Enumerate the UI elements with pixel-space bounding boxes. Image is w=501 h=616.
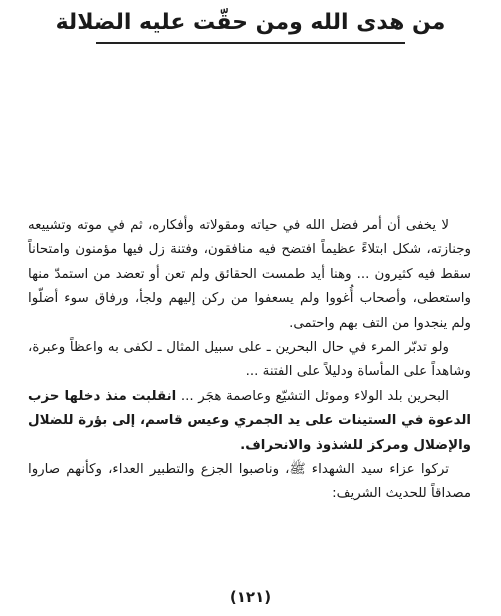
- paragraph-2-text: ولو تدبّر المرء في حال البحرين ـ على سبيل المثال ـ لكفى به واعظاً وعبرة، وشاهداً على المأساة ودليلاً على الفتنة ...: [28, 340, 471, 380]
- paragraph-3: [28, 385, 471, 458]
- paragraph-1: [28, 214, 471, 336]
- paragraph-2: [28, 336, 471, 385]
- paragraph-3-text: البحرين بلد الولاء وموئل التشيّع وعاصمة هجَر ...: [176, 388, 449, 404]
- body-text: [28, 214, 471, 507]
- paragraph-4-text: تركوا عزاء سيد الشهداء ﷺ، وناصبوا الجزع والتطبير العداء، وكأنهم صاروا مصداقاً للحديث الشريف:: [28, 462, 471, 502]
- header-rule: [96, 42, 405, 44]
- paragraph-3-bold-text: انقلبت منذ دخلها حزب الدعوة في الستينات على يد الجمري وعيس قاسم، إلى بؤرة للضلال والإضلال ومركز للشذوذ والانحراف.: [28, 388, 471, 453]
- running-title: من هدى الله ومن حقّت عليه الضلالة: [55, 10, 446, 35]
- paragraph-4: [28, 458, 471, 507]
- page-number: (١٢١): [229, 588, 272, 606]
- paragraph-1-text: لا يخفى أن أمر فضل الله في حياته ومقولاته وأفكاره، ثم في موته وتشييعه وجنازته، شكل ابتلاءً عظيماً افتضح فيه منافقون، وفتنة زل فيها مؤمنون وامتحاناً سقط فيه كثيرون ... وهنا أيد طمست الحقائق ولم تعن أو تعضد من استمدّ منها واستعطى، وأصحاب أُغووا ولم يسعفوا من ركن إليهم ولجأ، ورفاق سوء أضلّوا ولم ينجدوا من التف بهم واحتمى.: [28, 218, 471, 331]
